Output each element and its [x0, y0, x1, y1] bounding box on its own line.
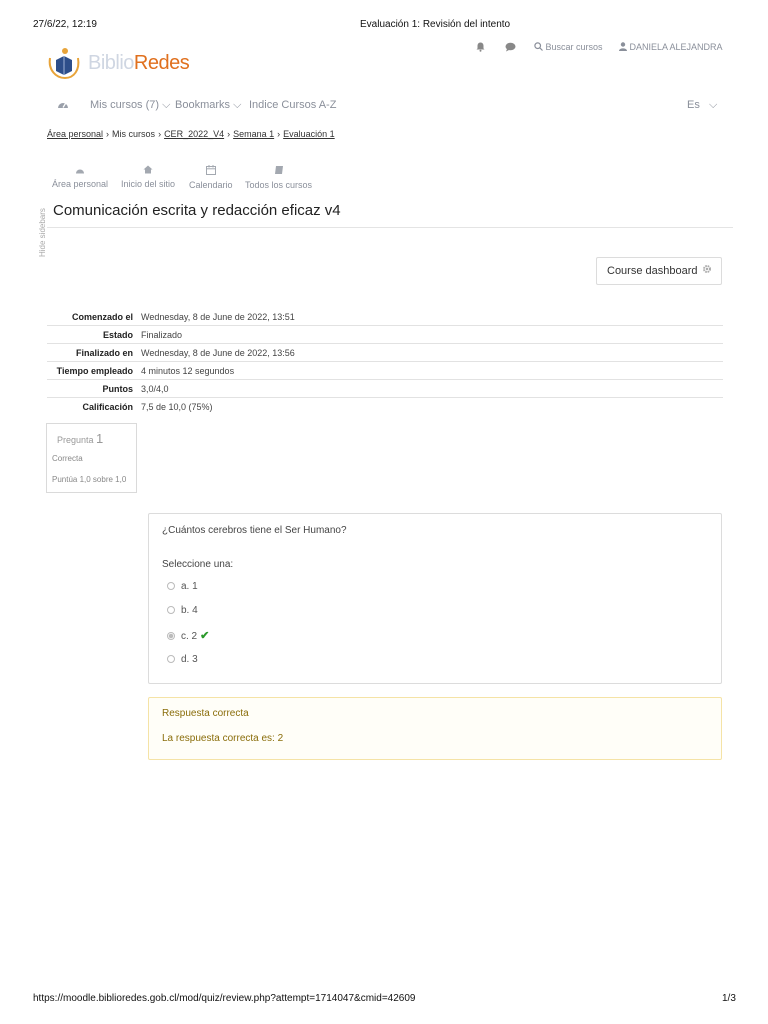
print-datetime: 27/6/22, 12:19	[33, 19, 97, 30]
question-content	[148, 513, 722, 684]
home-icon	[121, 165, 175, 177]
summary-label: Calificación	[47, 398, 139, 416]
summary-value: 3,0/4,0	[139, 380, 723, 398]
user-name: DANIELA ALEJANDRA	[629, 42, 723, 52]
search-courses-label: Buscar cursos	[545, 42, 603, 52]
chevron-down-icon: ⌵	[159, 99, 171, 111]
course-title: Comunicación escrita y redacción eficaz v4	[53, 202, 341, 219]
attempt-summary-table	[47, 308, 723, 415]
logo-emblem-icon	[44, 44, 84, 82]
language-selector[interactable]: Es ⌵	[687, 99, 718, 111]
summary-value: Finalizado	[139, 326, 723, 344]
question-state: Correcta	[52, 454, 83, 463]
breadcrumb-home[interactable]: Área personal	[47, 129, 104, 139]
archive-icon	[245, 165, 312, 178]
radio-button	[167, 606, 175, 614]
summary-label: Puntos	[47, 380, 139, 398]
dashboard-gauge-icon	[52, 165, 108, 177]
print-page-number: 1/3	[722, 993, 736, 1004]
print-title: Evaluación 1: Revisión del intento	[360, 19, 511, 30]
search-courses-link[interactable]	[534, 42, 603, 52]
answer-option-selected: c. 2 ✔	[167, 629, 209, 642]
feedback-result: Respuesta correcta	[162, 708, 249, 719]
question-text: ¿Cuántos cerebros tiene el Ser Humano?	[162, 525, 347, 536]
notifications-bell-icon[interactable]	[476, 42, 485, 55]
chevron-down-icon: ⌵	[699, 99, 718, 111]
gear-icon	[702, 264, 712, 277]
answer-prompt: Seleccione una:	[162, 559, 234, 570]
breadcrumb-my-courses: Mis cursos	[112, 129, 156, 139]
summary-value: Wednesday, 8 de June de 2022, 13:51	[141, 311, 295, 322]
nav-bookmarks[interactable]: Bookmarks ⌵	[175, 99, 242, 111]
answer-option: b. 4	[167, 605, 198, 616]
summary-value: Wednesday, 8 de June de 2022, 13:56	[139, 344, 723, 362]
biblioredes-logo[interactable]	[44, 44, 194, 82]
summary-label: Estado	[47, 326, 139, 344]
summary-label: Comenzado el	[71, 311, 133, 322]
chevron-down-icon: ⌵	[230, 99, 242, 111]
radio-button-selected	[167, 632, 175, 640]
answer-option: a. 1	[167, 581, 198, 592]
table-row	[47, 398, 723, 416]
hide-sidebars-toggle[interactable]: Hide sidebars	[38, 208, 47, 257]
breadcrumb: Área personal › Mis cursos › CER_2022_V4 › Semana 1 › Evaluación 1	[47, 129, 335, 139]
nav-my-courses[interactable]: Mis cursos (7) ⌵	[90, 99, 171, 111]
messages-chat-icon[interactable]	[505, 42, 516, 55]
course-dashboard-button[interactable]: Course dashboard	[596, 257, 722, 285]
quicknav-site-home[interactable]: Inicio del sitio	[121, 165, 175, 189]
answer-option: d. 3	[167, 654, 198, 665]
user-icon	[619, 42, 627, 51]
question-grade: Puntúa 1,0 sobre 1,0	[52, 475, 127, 484]
nav-course-index[interactable]: Indice Cursos A-Z	[249, 99, 337, 111]
calendar-icon	[189, 165, 233, 178]
checkmark-icon: ✔	[200, 630, 210, 642]
question-info-box	[46, 423, 137, 493]
print-url: https://moodle.biblioredes.gob.cl/mod/quiz/review.php?attempt=1714047&cmid=42609	[33, 993, 416, 1004]
table-row	[47, 380, 723, 398]
search-icon	[534, 42, 543, 51]
table-row	[47, 362, 723, 380]
radio-button	[167, 655, 175, 663]
quicknav-calendar[interactable]: Calendario	[189, 165, 233, 190]
summary-value grade-value: 7,5 de 10,0 (75%)	[139, 398, 723, 416]
breadcrumb-course[interactable]: CER_2022_V4	[164, 129, 225, 139]
dashboard-gauge-icon[interactable]	[57, 99, 69, 112]
feedback-box	[148, 697, 722, 760]
logo-wordmark: BiblioRedes	[88, 52, 190, 74]
summary-value: 4 minutos 12 segundos	[139, 362, 723, 380]
table-row	[47, 308, 723, 326]
table-row	[47, 326, 723, 344]
breadcrumb-week[interactable]: Semana 1	[233, 129, 275, 139]
user-menu[interactable]	[619, 42, 723, 52]
summary-label: Tiempo empleado	[47, 362, 139, 380]
feedback-right-answer: La respuesta correcta es: 2	[162, 733, 284, 744]
table-row	[47, 344, 723, 362]
radio-button	[167, 582, 175, 590]
divider	[47, 227, 733, 228]
summary-label: Finalizado en	[47, 344, 139, 362]
quicknav-dashboard[interactable]: Área personal	[52, 165, 108, 189]
question-number: Pregunta 1	[57, 431, 104, 446]
breadcrumb-quiz[interactable]: Evaluación 1	[283, 129, 335, 139]
quicknav-all-courses[interactable]: Todos los cursos	[245, 165, 312, 190]
